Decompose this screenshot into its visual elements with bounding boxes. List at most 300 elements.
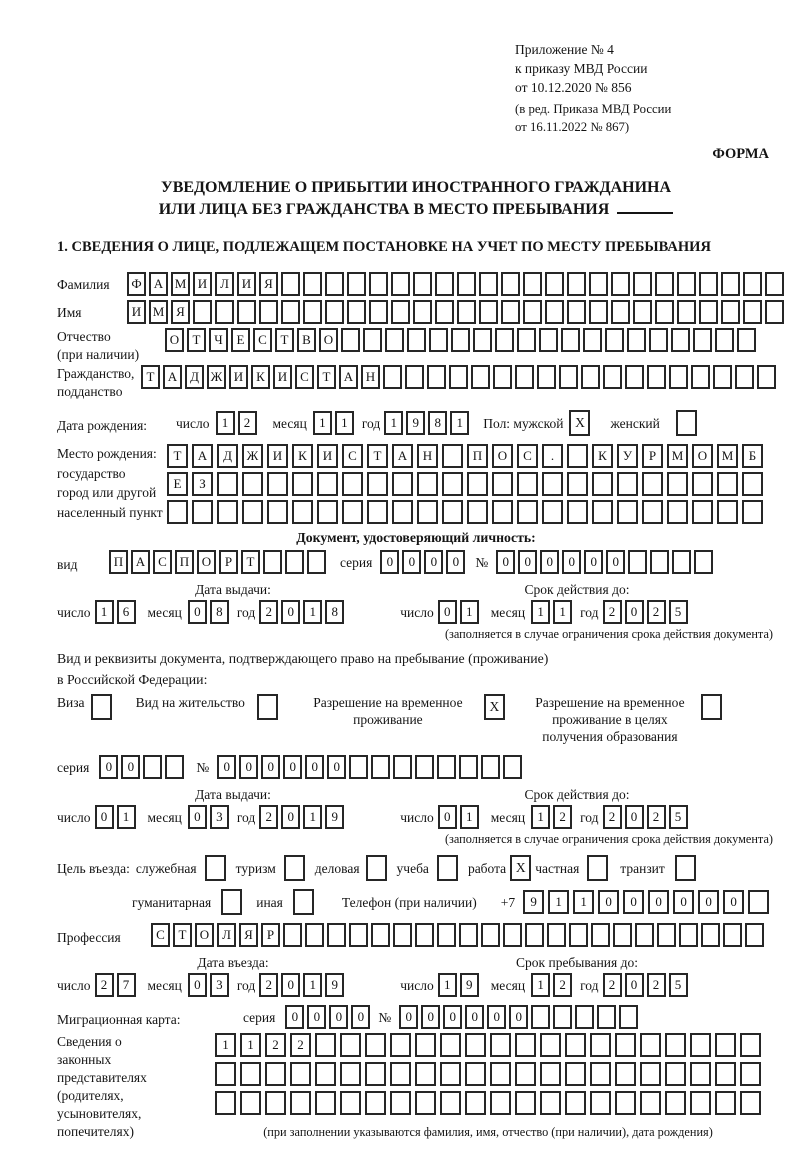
birth-place-label-line4: населенный пункт [57,504,163,520]
form-cell [290,1062,311,1086]
form-cell: Д [185,365,204,389]
residence-validity-note: (заполняется в случае ограничения срока действия документа) [444,832,773,846]
form-cell [650,550,669,574]
form-cell: Т [367,444,388,468]
birth-place-row3-cells [167,500,763,524]
residence-intro [57,648,775,690]
form-cell: Я [259,272,278,296]
form-cell: 1 [573,890,594,914]
migration-card-row [57,1005,775,1029]
form-cell [735,365,754,389]
form-cell [391,300,410,324]
form-cell [429,328,448,352]
form-cell: Е [231,328,250,352]
form-cell [315,1033,336,1057]
form-cell: О [319,328,338,352]
form-cell [240,1062,261,1086]
form-cell: 1 [335,411,354,435]
form-cell [553,1005,572,1029]
form-cell [517,328,536,352]
doc-issue-heading: Дата выдачи: [195,582,271,597]
form-cell [515,365,534,389]
purpose-work-checkbox: X [510,855,531,881]
form-cell [559,365,578,389]
form-cell [539,328,558,352]
form-cell: Т [317,365,336,389]
form-cell [492,500,513,524]
form-cell: А [339,365,358,389]
form-cell [619,1005,638,1029]
ref-amendment [515,100,727,136]
birth-date-label: Дата рождения: [57,417,148,433]
doc-issue-month-cells [188,600,229,624]
form-cell [365,1062,386,1086]
stay-year-label: год [580,977,599,993]
form-cell [721,272,740,296]
option-temp-residence-education [525,694,722,745]
patronymic-label [57,328,165,363]
form-cell: 2 [553,805,572,829]
representatives-row3-cells [215,1091,761,1115]
birth-day-label: число [176,415,210,431]
doc-valid-day-cells [438,600,479,624]
form-cell [723,923,742,947]
birth-place-row2-cells [167,472,763,496]
form-cell: С [342,444,363,468]
representatives-block [57,1033,775,1141]
doc-valid-month-cells [531,600,572,624]
form-cell: 0 [121,755,140,779]
form-cell [193,300,212,324]
form-cell [590,1062,611,1086]
form-cell [369,300,388,324]
form-cell: 0 [281,600,300,624]
form-cell [715,1091,736,1115]
form-cell: 1 [553,600,572,624]
form-cell [765,300,784,324]
form-cell [367,472,388,496]
form-cell [603,365,622,389]
form-cell: 0 [283,755,302,779]
form-cell [742,500,763,524]
form-cell [567,500,588,524]
doc-series-cells [380,550,465,574]
representatives-label-line2: законных [57,1052,112,1067]
form-cell [481,755,500,779]
form-cell: А [392,444,413,468]
form-cell [523,300,542,324]
purpose-other-label: иная [256,894,283,910]
stay-day-label: число [400,977,434,993]
form-cell [493,365,512,389]
profession-label: Профессия [57,929,121,945]
form-cell [515,1062,536,1086]
form-cell: 9 [523,890,544,914]
phone-label: Телефон (при наличии) [341,894,477,910]
option-temp-residence-checkbox: X [484,694,505,720]
form-cell [547,923,566,947]
representatives-labels [57,1033,215,1141]
form-cell: Я [171,300,190,324]
form-cell [490,1062,511,1086]
form-cell [392,500,413,524]
form-cell [437,755,456,779]
form-cell [642,500,663,524]
form-cell: 1 [460,805,479,829]
residence-valid-heading: Срок действия до: [524,787,630,802]
form-cell: 0 [623,890,644,914]
entry-dates-row [57,973,775,997]
form-cell [617,500,638,524]
form-cell [748,890,769,914]
form-cell: 1 [117,805,136,829]
form-cell [525,923,544,947]
form-cell: 1 [215,1033,236,1057]
form-cell [371,923,390,947]
form-cell [167,500,188,524]
form-title-line2 [57,199,775,221]
sex-male-checkbox: X [569,410,590,436]
form-cell: 7 [117,973,136,997]
form-cell: О [492,444,513,468]
form-cell: П [467,444,488,468]
ref-line-4: (в ред. Приказа МВД России [515,102,672,116]
form-cell [565,1091,586,1115]
form-cell: Н [417,444,438,468]
form-cell [290,1091,311,1115]
form-cell [435,300,454,324]
form-cell: 0 [95,805,114,829]
form-cell [393,755,412,779]
form-cell [325,272,344,296]
doc-issue-day-label: число [57,604,91,620]
form-cell [665,1091,686,1115]
entry-month-label: месяц [147,977,182,993]
ref-line-1: Приложение № 4 [515,42,614,57]
form-cell [523,272,542,296]
birth-month-cells [313,411,354,435]
form-cell [265,1062,286,1086]
form-cell: Р [642,444,663,468]
form-cell: Б [742,444,763,468]
sex-male-label: Пол: мужской [483,415,564,431]
purpose-row-1 [57,855,775,881]
form-cell [415,1062,436,1086]
doc-kind-label: вид [57,556,78,572]
form-cell: Р [219,550,238,574]
entry-date-headings [57,955,775,971]
form-cell: Т [187,328,206,352]
form-cell: М [149,300,168,324]
form-cell [427,365,446,389]
section1-heading: 1. СВЕДЕНИЯ О ЛИЦЕ, ПОДЛЕЖАЩЕМ ПОСТАНОВКЕ НА УЧЕТ ПО МЕСТУ ПРЕБЫВАНИЯ [57,239,711,255]
form-cell [263,550,282,574]
form-cell [515,1091,536,1115]
residence-intro-line1: Вид и реквизиты документа, подтверждающего право на пребывание (проживание) [57,651,549,666]
entry-day-label: число [57,977,91,993]
form-cell: 2 [603,805,622,829]
form-cell: Д [217,444,238,468]
form-cell [665,1062,686,1086]
form-cell [742,472,763,496]
doc-issue-day-cells [95,600,136,624]
residence-valid-month-cells [531,805,572,829]
form-cell: 0 [446,550,465,574]
form-cell: 0 [281,973,300,997]
form-cell [327,923,346,947]
form-cell [459,755,478,779]
form-cell: 2 [259,600,278,624]
form-cell: 2 [290,1033,311,1057]
form-cell [267,472,288,496]
form-cell [285,550,304,574]
form-cell [465,1091,486,1115]
form-cell [677,300,696,324]
form-cell: Т [141,365,160,389]
form-cell: 2 [265,1033,286,1057]
form-cell: 0 [648,890,669,914]
form-cell: К [292,444,313,468]
form-cell [667,500,688,524]
form-cell: 0 [698,890,719,914]
form-cell: Н [361,365,380,389]
form-title-line1: УВЕДОМЛЕНИЕ О ПРИБЫТИИ ИНОСТРАННОГО ГРАЖДАНИНА [160,179,672,196]
form-cell: 3 [210,805,229,829]
form-cell [303,300,322,324]
patronymic-cells [165,328,756,352]
form-cell [292,472,313,496]
residence-issue-year-label: год [236,809,256,825]
form-cell [517,500,538,524]
purpose-label: Цель въезда: [57,860,130,876]
phone-prefix: +7 [500,894,516,910]
form-cell [765,272,784,296]
form-cell [699,272,718,296]
form-cell: 0 [281,805,300,829]
form-cell [265,1091,286,1115]
form-cell [363,328,382,352]
form-cell [615,1062,636,1086]
form-cell: 0 [584,550,603,574]
form-cell: А [131,550,150,574]
option-visa [57,694,112,720]
name-cells [127,300,784,324]
form-cell: 0 [327,755,346,779]
form-cell [281,300,300,324]
form-cell [701,923,720,947]
residence-valid-year-cells [603,805,688,829]
form-cell: 1 [303,600,322,624]
migration-series-cells [285,1005,370,1029]
form-cell: 0 [443,1005,462,1029]
form-cell [267,500,288,524]
form-cell [633,300,652,324]
representatives-row1-cells [215,1033,761,1057]
birth-year-cells [384,411,469,435]
form-cell [405,365,424,389]
form-cell: 1 [438,973,457,997]
form-cell [442,472,463,496]
doc-valid-heading: Срок действия до: [524,582,630,597]
form-cell: П [175,550,194,574]
purpose-study-label: учеба [396,860,429,876]
form-cell: 0 [496,550,515,574]
form-cell [292,500,313,524]
residence-issue-month-cells [188,805,229,829]
form-cell [743,300,762,324]
form-cell [501,300,520,324]
form-cell: 0 [625,973,644,997]
form-cell [592,500,613,524]
form-cell [694,550,713,574]
stay-month-cells [531,973,572,997]
form-cell [307,550,326,574]
form-cell [325,300,344,324]
form-cell [371,755,390,779]
form-cell: . [542,444,563,468]
form-cell [633,272,652,296]
form-cell: О [165,328,184,352]
form-cell [713,365,732,389]
form-cell: 5 [669,805,688,829]
birth-place-label-line3: город или другой [57,485,157,500]
form-cell [390,1062,411,1086]
form-cell [479,272,498,296]
form-cell [617,472,638,496]
doc-issue-month-label: месяц [147,604,182,620]
form-cell [531,1005,550,1029]
doc-valid-month-label: месяц [490,604,526,620]
form-cell: 2 [259,805,278,829]
form-cell: 8 [210,600,229,624]
form-cell: 0 [509,1005,528,1029]
residence-options-row [57,694,775,745]
option-residence-permit [136,694,278,720]
form-cell [143,755,162,779]
form-cell [690,1062,711,1086]
sex-female-label: женский [610,415,660,431]
form-cell [465,1033,486,1057]
form-cell: Я [239,923,258,947]
form-cell: Л [215,272,234,296]
form-cell [457,300,476,324]
form-cell [440,1062,461,1086]
form-cell: 0 [438,600,457,624]
form-cell [417,472,438,496]
purpose-tourism-label: туризм [235,860,276,876]
birth-place-row1-cells [167,444,763,468]
form-cell [542,500,563,524]
citizenship-row [57,365,775,400]
form-cell [342,500,363,524]
form-cell: 1 [460,600,479,624]
form-cell [665,1033,686,1057]
form-cell [592,472,613,496]
representatives-label-line4: (родителях, [57,1088,124,1103]
form-cell: М [717,444,738,468]
citizenship-label [57,365,141,400]
form-cell [349,755,368,779]
doc-issue-year-label: год [236,604,256,620]
form-cell: Т [275,328,294,352]
representatives-label-line6: попечителях) [57,1124,134,1139]
representatives-label-line3: представителях [57,1070,147,1085]
entry-date-heading: Дата въезда: [197,955,269,970]
form-cell [315,1062,336,1086]
form-cell: 1 [384,411,403,435]
form-cell [437,923,456,947]
form-cell: 1 [531,600,550,624]
form-cell: 0 [217,755,236,779]
form-cell [679,923,698,947]
form-cell [567,472,588,496]
residence-series-label: серия [57,759,90,775]
option-residence-permit-checkbox [257,694,278,720]
form-cell: 0 [598,890,619,914]
entry-year-label: год [236,977,256,993]
form-cell [655,272,674,296]
blank-underline [617,199,673,214]
birth-place-label-line1: Место рождения: [57,446,157,461]
option-temp-residence-label: Разрешение на временное проживание [313,695,463,727]
identity-doc-heading: Документ, удостоверяющий личность: [296,530,536,545]
patronymic-label-line1: Отчество [57,329,111,344]
form-cell [490,1091,511,1115]
residence-dates-row [57,805,775,829]
form-cell: С [517,444,538,468]
form-cell: 1 [450,411,469,435]
form-cell: 0 [307,1005,326,1029]
form-cell [305,923,324,947]
residence-series-row [57,755,775,779]
form-cell [392,472,413,496]
form-cell: 9 [325,805,344,829]
form-cell: И [273,365,292,389]
form-cell [317,472,338,496]
citizenship-label-line2: подданство [57,383,123,399]
form-cell: Ж [207,365,226,389]
birth-year-label: год [361,415,381,431]
form-cell [393,923,412,947]
form-cell [391,272,410,296]
form-cell: Т [241,550,260,574]
form-cell [565,1062,586,1086]
patronymic-label-line2: (при наличии) [57,346,140,362]
migration-series-label: серия [243,1009,276,1025]
form-cell: 0 [188,973,207,997]
surname-row [57,272,775,296]
form-cell: 0 [399,1005,418,1029]
form-cell: 9 [460,973,479,997]
doc-number-cells [496,550,713,574]
form-cell: И [127,300,146,324]
form-cell [442,444,463,468]
form-cell [640,1091,661,1115]
doc-valid-year-label: год [580,604,599,620]
residence-issue-day-cells [95,805,136,829]
form-cell: 0 [518,550,537,574]
form-cell [581,365,600,389]
form-cell: 0 [329,1005,348,1029]
form-cell: С [153,550,172,574]
form-cell [517,472,538,496]
form-cell [721,300,740,324]
form-cell: 8 [325,600,344,624]
form-cell: Р [261,923,280,947]
residence-number-label: № [196,759,210,775]
form-cell [237,300,256,324]
form-cell: О [197,550,216,574]
